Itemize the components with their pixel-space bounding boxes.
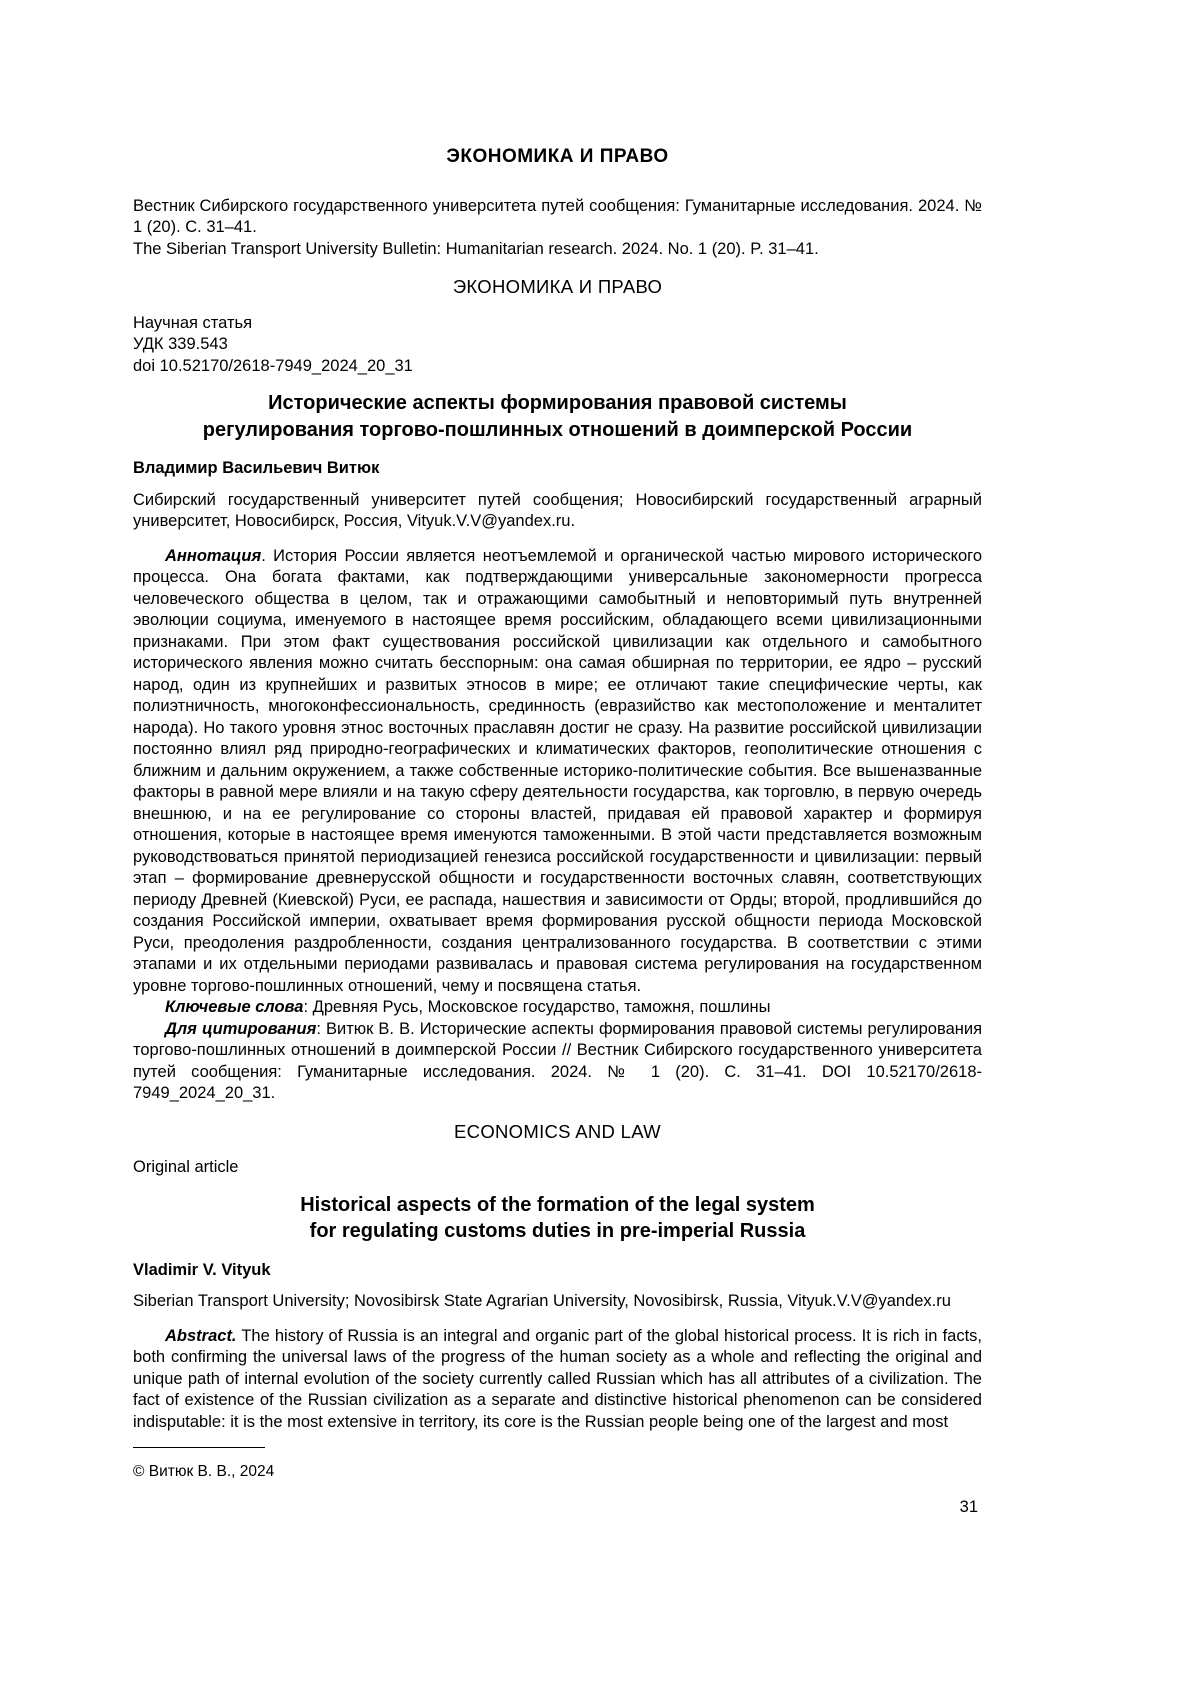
section-heading-en: ECONOMICS AND LAW <box>454 1120 661 1142</box>
udk-number: УДК 339.543 <box>133 335 228 353</box>
journal-citation-en: The Siberian Transport University Bulletin: Humanitarian research. 2024. No. 1 (20). P. 31–41. <box>133 239 819 258</box>
copyright-line: © Витюк В. В., 2024 <box>133 1463 275 1480</box>
article-title-ru: Исторические аспекты формирования правовой системы регулирования торгово-пошлинных отношений в доимперской России <box>202 392 913 441</box>
journal-citation-ru: Вестник Сибирского государственного университета путей сообщения: Гуманитарные исследования. 2024. № 1 (20). С. 31–41. <box>133 196 982 236</box>
doi-number: doi 10.52170/2618-7949_2024_20_31 <box>133 356 413 375</box>
page-number: 31 <box>959 1498 978 1516</box>
footnote-block <box>133 1447 274 1483</box>
for-citation-ru <box>133 1019 982 1105</box>
footnote-divider <box>133 1447 265 1448</box>
abstract-en <box>133 1326 982 1434</box>
article-title-en: Historical aspects of the formation of the legal system for regulating customs duties in pre-imperial Russia <box>300 1193 815 1242</box>
for-citation-label-ru: Для цитирования <box>165 1019 317 1038</box>
abstract-label-ru: Аннотация <box>165 546 262 565</box>
for-citation-text-ru: : Витюк В. В. Исторические аспекты формирования правовой системы регулирования торгово-пошлинных отношений в доимперской России // Вестник Сибирского государственного университета путей сообщения: Гуманитарные исследования. 2024. № 1 (20). С. 31–41. DOI 10.52170/2618-7949_2024_20_31. <box>133 1019 983 1102</box>
abstract-text-en: The history of Russia is an integral and organic part of the global historical process. It is rich in facts, both confirming the universal laws of the progress of the human society as a whole and reflecting the original and unique path of internal evolution of the society currently called Russian which has all attributes of a civilization. The fact of existence of the Russian civilization as a separate and distinctive historical phenomenon can be considered indisputable: it is the most extensive in territory, its core is the Russian people being one of the largest and most <box>133 1326 982 1431</box>
abstract-text-ru: . История России является неотъемлемой и органической частью мирового исторического процесса. Она богата фактами, как подтверждающими универсальные закономерности прогресса человеческого общества в целом, так и отражающими самобытный и неповторимый путь внутренней эволюции социума, именуемого в настоящее время российским, обладающего всеми цивилизационными признаками. При этом факт существования российской цивилизации как отдельного и самобытного исторического явления можно считать бесспорным: она самая обширная по территории, ее ядро – русский народ, один из крупнейших и развитых этносов в мире; ее отличают такие специфические черты, как полиэтничность, многоконфессиональность, срединность (евразийство как местоположение и менталитет народа). Но такого уровня этнос восточных праславян достиг не сразу. На развитие российской цивилизации постоянно влиял ряд природно-географических и климатических факторов, геополитические отношения с ближним и дальним окружением, а также собственные историко-политические события. Все вышеназванные факторы в равной мере влияли и на такую сферу деятельности государства, как торговлю, в первую очередь внешнюю, и на ее регулирование со стороны властей, придавая ей правовой характер и формируя отношения, которые в настоящее время именуются таможенными. В этой части представляется возможным руководствоваться принятой периодизацией генезиса российской государственности и цивилизации: первый этап – формирование древнерусской общности и государственности восточных славян, соответствующих периоду Древней (Киевской) Руси, ее распада, нашествия и зависимости от Орды; второй, продлившийся до создания Российской империи, охватывает время формирования русской общности периода Московской Руси, преодоления раздробленности, создания централизованного государства. В соответствии с этими этапами и их отдельными периодами развивалась и правовая система регулирования на государственном уровне торгово-пошлинных отношений, чему и посвящена статья. <box>133 546 982 995</box>
abstract-ru <box>133 546 982 998</box>
keywords-ru <box>133 997 982 1019</box>
article-type-ru: Научная статья <box>133 313 253 332</box>
keywords-label-ru: Ключевые слова <box>165 998 304 1016</box>
affiliation-en: Siberian Transport University; Novosibirsk State Agrarian University, Novosibirsk, Russia, Vityuk.V.V@yandex.ru <box>133 1292 951 1310</box>
author-name-ru: Владимир Васильевич Витюк <box>133 459 380 477</box>
author-name-en: Vladimir V. Vityuk <box>133 1260 271 1279</box>
section-heading-ru: ЭКОНОМИКА И ПРАВО <box>452 276 663 297</box>
running-head: ЭКОНОМИКА И ПРАВО <box>446 146 669 167</box>
article-type-en: Original article <box>133 1158 239 1176</box>
abstract-label-en: Abstract. <box>165 1326 237 1345</box>
affiliation-ru: Сибирский государственный университет путей сообщения; Новосибирский государственный аграрный университет, Новосибирск, Россия, Vityuk.V.V@yandex.ru. <box>133 490 982 530</box>
keywords-text-ru: : Древняя Русь, Московское государство, таможня, пошлины <box>303 998 771 1016</box>
